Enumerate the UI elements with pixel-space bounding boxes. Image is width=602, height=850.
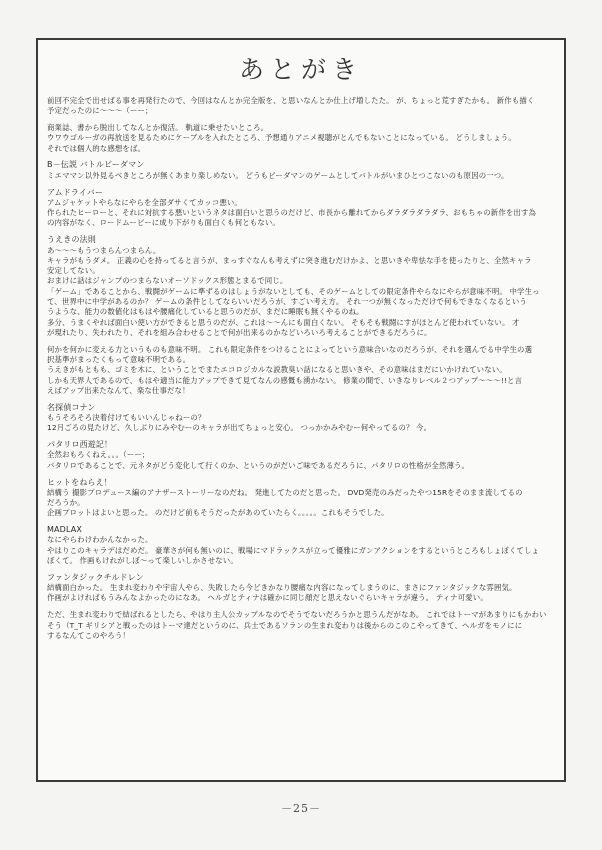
- text-line: するなんてこのやろう！: [47, 630, 130, 640]
- text-line: 12月ごろの見たけど、久しぶりにみやむーのキャラが出てちょっと安心。 つっかかみやむー何やってるの？ 今。: [47, 423, 432, 433]
- text-line: が現れたり、失われたり、それを組み合わせることで何が出来るのかなどいろいろ考えることができるだろうに。: [47, 327, 432, 337]
- section-closing: [47, 610, 557, 641]
- section-patalliro: [47, 440, 557, 471]
- text-line: やはりこのキャラデはだめだ。 豪華さが何も無いのに、戦場にマドラックスが立って優雅にガンアクションをするというところもしょぼくてしょ: [47, 545, 540, 555]
- text-line: 多分、うまくやれば面白い使い方ができると思うのだが、これは〜〜んにも面白くない。 そもそも戦闘にすがほとんど使われていない。 才: [47, 317, 520, 327]
- section-madlax: [47, 525, 557, 566]
- section-heading: B－伝説 バトルビーダマン: [47, 160, 145, 170]
- text-line: あ〜〜〜もうつまらんつまらん。: [47, 245, 161, 255]
- text-line: 結構面白かった。 生まれ変わりや宇宙人やら、失敗したら今どきかなり腰痛な内容になってしまうのに、まさにファンタジックな雰囲気。: [47, 583, 517, 593]
- text-line: 結構う 撮影プロデュース編のアナザーストーリーなのだね。 発進してたのだと思った。 DVD発売のみだったやつ15Rをそのまま流してるの: [47, 487, 523, 497]
- text-line: アムジャケットやらなにやらを全部ダサくてカッコ悪い。: [47, 197, 242, 207]
- text-line: 何かを何かに変える力というものも意味不明。 これも限定条件をつけることによってという意味合いなのだろうが、それを選んでる中学生の選: [47, 344, 533, 354]
- text-line: ウワウゴルーガの再放送を見るためにケーブルを入れたところ、予想通りアニメ視聴がとんでもないことになっている。 どうしましょう。: [47, 133, 516, 143]
- text-line: 作画がよければもうみんなよかったのになあ。 ヘルガとティナは確かに同じ顔だと思えないぐらいキャラが違う。 ティナ可愛い。: [47, 593, 488, 603]
- text-line: 予定だったのに〜〜〜（ーー；: [47, 106, 153, 116]
- text-line: うような、能力の数値化はもはや腰痛化していると思うのだが、まだに睡眠も無くやるのね。: [47, 307, 364, 317]
- section-heading: アムドライバー: [47, 187, 104, 197]
- text-line: 安定してない。: [47, 266, 100, 276]
- section-bdaman: [47, 160, 557, 181]
- text-line: えばアップ出来たなんて、楽な仕事だな！: [47, 385, 190, 395]
- text-line: 前回不完全で出せばる事を再発行たので、今回はなんとか完全版を、と思いなんとか仕上げ増したた。 が、ちょっと荒すぎたかも。 新作も描く: [47, 96, 535, 105]
- section-heading: 名探偵コナン: [47, 402, 96, 412]
- section-ueki: [47, 235, 557, 338]
- text-line: キャラがもうダメ。 正義の心を持ってると言うが、まっすぐなんも考えずに突き進むだけかよ、と思いきや卑怯な手を使ったりと、全然キャラ: [47, 255, 532, 265]
- text-line: 商業誌、書から脱出してなんとか復活。 軌道に乗せたいところ。: [47, 123, 269, 133]
- text-line: て、世界中に中学があるのか？ ゲームの条件としてならいいだろうが、すごい考え方。 それ一つが無くなっただけで何もできなくなるという: [47, 297, 527, 307]
- text-line: の内容がなく、ロードムービーに成り下がりも面白くも何ともない。: [47, 218, 280, 228]
- section-heading: パタリロ西遊記！: [47, 440, 113, 450]
- afterword-frame: [36, 38, 566, 782]
- text-line: うえきがもともも、ゴミを木に、ということでまたエコロジカルな説教臭い話になると思いきや、その意味はまだにいかけれていない。: [47, 365, 507, 375]
- section-heading: MADLAX: [47, 525, 83, 535]
- text-line: そう（T_T ギリシアと戦ったのはトーマ達だというのに、兵士であるソランの生まれ変わりは後からのこのこやってきて、ヘルガをモノにに: [47, 620, 523, 630]
- text-line: 作られたヒーローと、それに対抗する悪いというネタは面白いと思うのだけど、市長から離れてからダラダラダラダラ、おもちゃの新作を出す為: [47, 208, 537, 218]
- section-hit-wo-narae: [47, 478, 557, 519]
- afterword-body: [47, 96, 557, 641]
- section-heading: ファンタジックチルドレン: [47, 572, 144, 582]
- text-line: おまけに話はジャンプのつまらないオーソドックス形態とまるで同じ。: [47, 276, 288, 286]
- text-line: それでは個人的な感想をば。: [47, 143, 146, 153]
- page-number: －25－: [281, 802, 321, 815]
- intro-paragraph: [47, 96, 557, 117]
- text-line: 択基準がまったくもって意味不明である。: [47, 355, 191, 365]
- text-line: 企画プロットはよいと思った。 のだけど前もそうだったがあのていたらく。。。。。これもそうでした。: [47, 508, 389, 518]
- section-amdriver: [47, 188, 557, 229]
- section-heading: ヒットをねらえ！: [47, 477, 112, 487]
- text-line: なにやらわけわかんなかった。: [47, 535, 153, 545]
- text-line: しかも天界人であるので、もはや適当に能力アップできて見てなんの感慨も湧かない。 修業の間で、いきなりレベル２つアップ〜〜〜!!と言: [47, 375, 523, 385]
- section-conan: [47, 403, 557, 434]
- text-line: ぼくて。 作画もけれがしぼ〜って楽しいしかさせない。: [47, 556, 238, 566]
- page-title: あとがき: [238, 55, 363, 84]
- section-ueki-cont: [47, 345, 557, 396]
- text-line: ミエママン以外見るべきところが無くあまり楽しめない。 どうもビーダマンのゲームとしてバトルがいまひとつこないのも原因の一つ。: [47, 170, 509, 180]
- section-fantasic-children: [47, 573, 557, 604]
- text-line: もうそろそろ決着付けてもいいんじゃねーの？: [47, 413, 206, 423]
- text-line: ただ、生まれ変わりで結ばれるとしたら、やはり主人公カップルなのでそうでないだろうかと思うんだがなあ。 これではトーマがあまりにもかわい: [47, 610, 547, 620]
- text-line: だろうか。: [47, 498, 85, 508]
- text-line: 「ゲーム」であることから、戦闘がゲームに準ずるのはしょうがないとしても、そのゲームとしての限定条件やらなにやらが意味不明。 中学生っ: [47, 286, 540, 296]
- section-heading: うえきの法則: [47, 235, 96, 245]
- text-line: 全然おもろくねえ。。。（ーー；: [47, 450, 150, 460]
- section-commercial: [47, 123, 557, 154]
- text-line: パタリロであることで、元ネタがどう変化して行くのか、というのがだいご味であるだろうに、パタリロの性格が全然薄う。: [47, 460, 470, 470]
